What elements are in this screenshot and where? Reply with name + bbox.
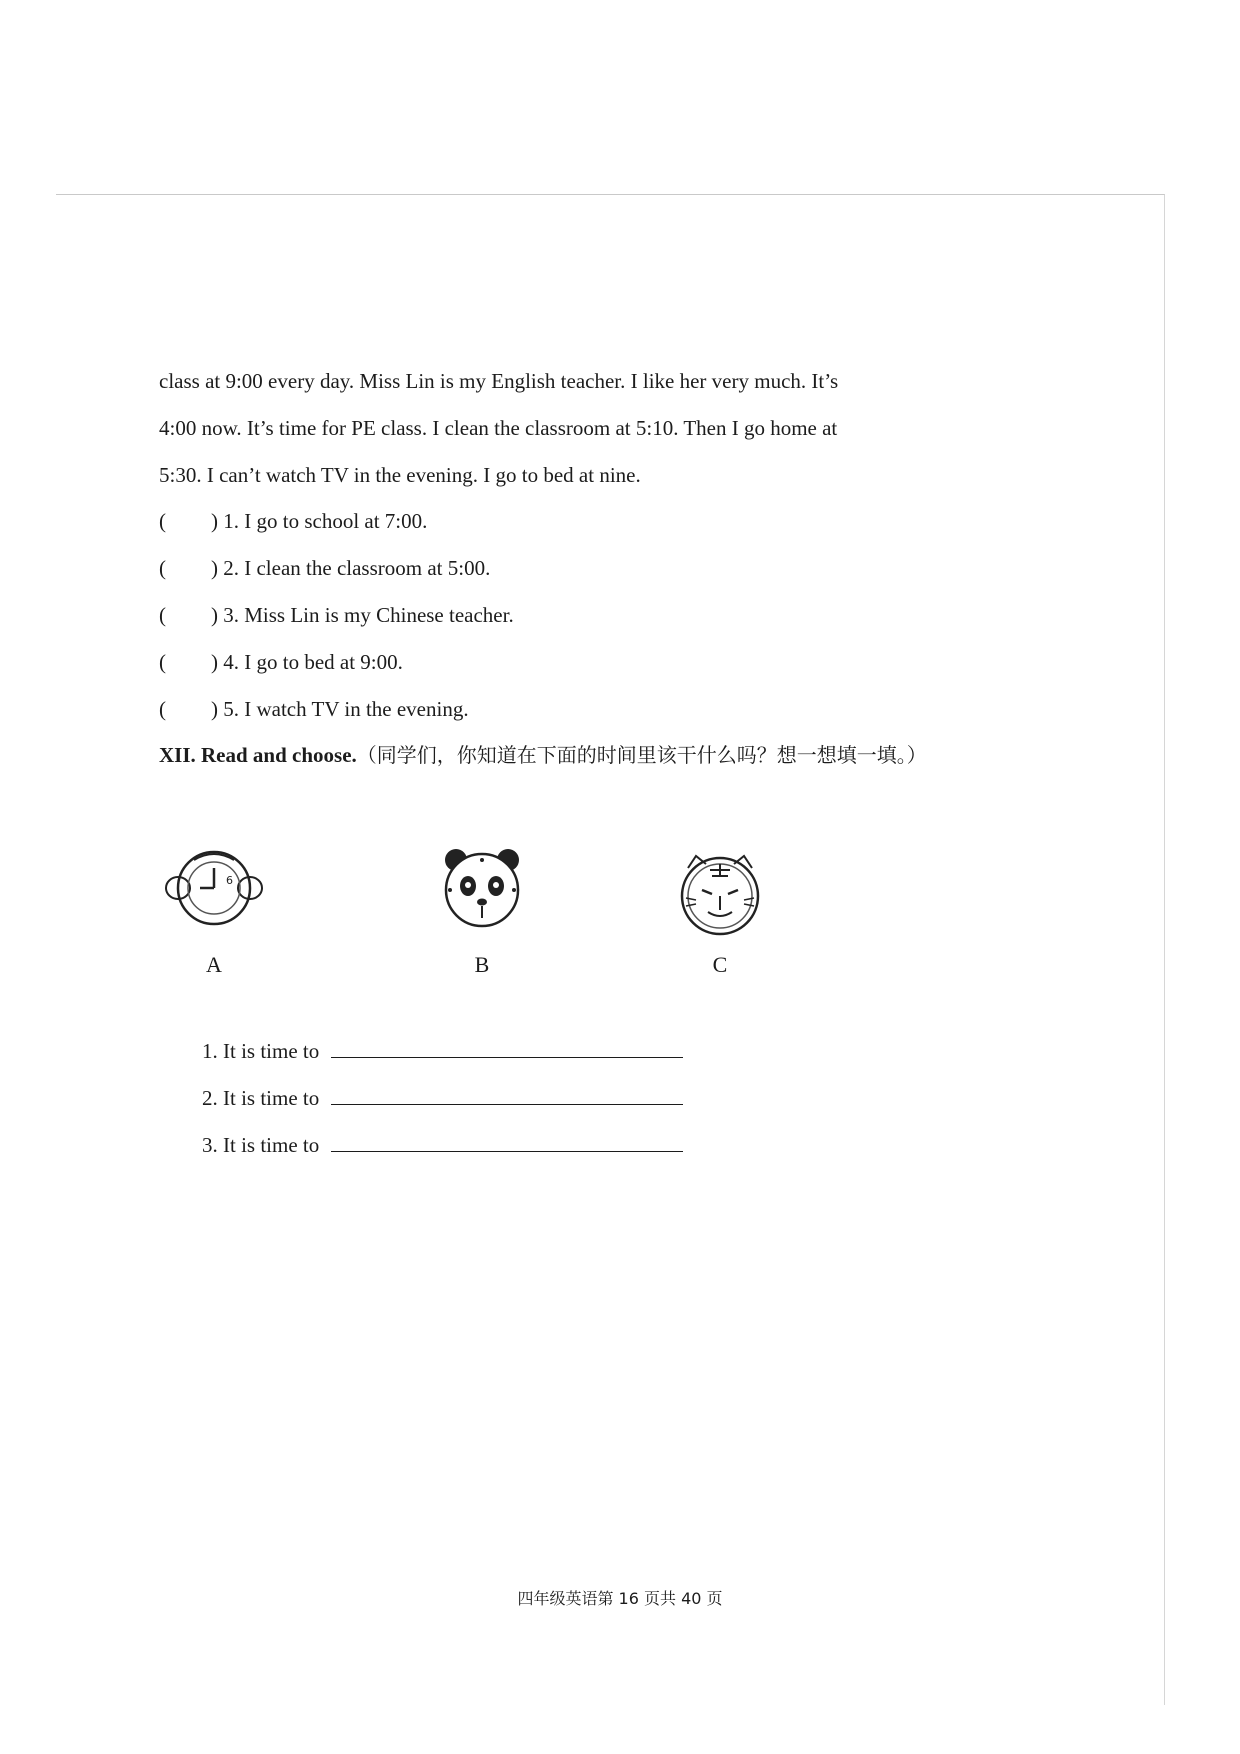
answer-paren[interactable]: ( bbox=[159, 556, 166, 580]
passage-line: 5:30. I can’t watch TV in the evening. I go to bed at nine. bbox=[159, 463, 641, 487]
picture-b bbox=[432, 846, 532, 978]
true-false-questions bbox=[159, 498, 514, 733]
fill-prompt: 3. It is time to bbox=[202, 1133, 320, 1157]
answer-paren[interactable]: ( bbox=[159, 650, 166, 674]
answer-paren[interactable]: ( bbox=[159, 509, 166, 533]
page-footer: 四年级英语第 16 页共 40 页 bbox=[517, 1589, 723, 1608]
section-heading bbox=[159, 732, 999, 779]
section-title: XII. Read and choose. bbox=[159, 743, 357, 767]
tiger-clock-icon bbox=[670, 846, 770, 942]
question-item bbox=[159, 686, 514, 733]
question-text: ) 5. I watch TV in the evening. bbox=[211, 697, 469, 721]
svg-text:6: 6 bbox=[226, 874, 233, 887]
question-item bbox=[159, 592, 514, 639]
answer-blank[interactable] bbox=[331, 1133, 683, 1152]
question-item bbox=[159, 498, 514, 545]
question-text: ) 1. I go to school at 7:00. bbox=[211, 509, 428, 533]
fill-prompt: 2. It is time to bbox=[202, 1086, 320, 1110]
question-text: ) 3. Miss Lin is my Chinese teacher. bbox=[211, 603, 514, 627]
question-item bbox=[159, 545, 514, 592]
panda-clock-icon bbox=[432, 846, 532, 930]
section-instruction: （同学们，你知道在下面的时间里该干什么吗？想一想填一填。） bbox=[356, 743, 927, 767]
picture-label: C bbox=[712, 952, 728, 977]
answer-blank[interactable] bbox=[331, 1039, 683, 1058]
fill-prompt: 1. It is time to bbox=[202, 1039, 320, 1063]
picture-c bbox=[670, 846, 770, 978]
passage-line: 4:00 now. It’s time for PE class. I clean the classroom at 5:10. Then I go home at bbox=[159, 416, 838, 440]
answer-paren[interactable]: ( bbox=[159, 697, 166, 721]
picture-label: B bbox=[474, 952, 490, 977]
answer-blank[interactable] bbox=[331, 1086, 683, 1105]
fill-item bbox=[202, 1075, 683, 1122]
question-text: ) 2. I clean the classroom at 5:00. bbox=[211, 556, 491, 580]
fill-in-questions bbox=[202, 1028, 683, 1169]
passage-line: class at 9:00 every day. Miss Lin is my English teacher. I like her very much. It’s bbox=[159, 369, 839, 393]
question-item bbox=[159, 639, 514, 686]
fill-item bbox=[202, 1122, 683, 1169]
picture-label: A bbox=[206, 952, 222, 977]
answer-paren[interactable]: ( bbox=[159, 603, 166, 627]
reading-passage bbox=[159, 358, 999, 499]
fill-item bbox=[202, 1028, 683, 1075]
question-text: ) 4. I go to bed at 9:00. bbox=[211, 650, 403, 674]
monkey-clock-icon bbox=[164, 846, 264, 930]
picture-a bbox=[164, 846, 264, 978]
